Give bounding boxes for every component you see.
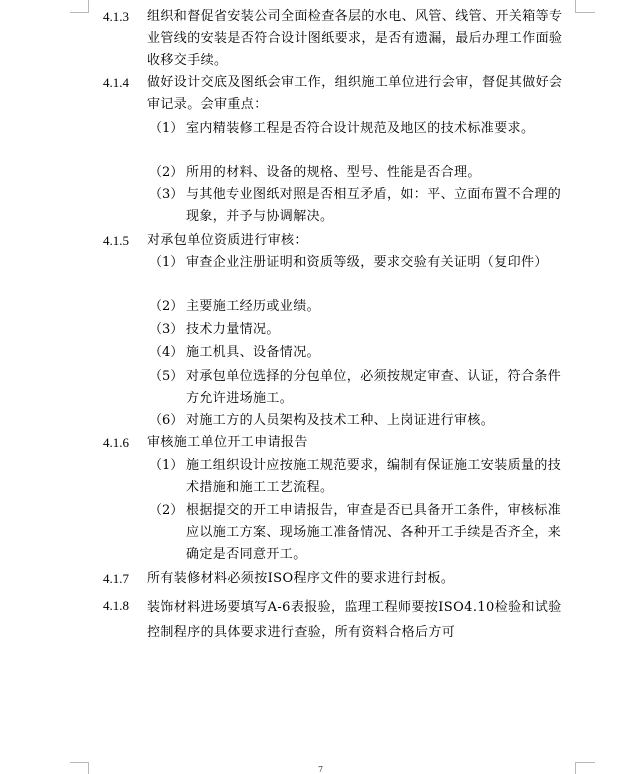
list-marker: （6） xyxy=(149,413,184,428)
list-marker: （2） xyxy=(149,503,184,518)
crop-mark-top-right-h xyxy=(575,12,595,13)
list-item-text: 与其他专业图纸对照是否相互矛盾，如：平、立面布置不合理的现象，并予与协调解决。 xyxy=(186,187,562,224)
list-marker: （2） xyxy=(149,165,184,180)
list-item-text: 室内精装修工程是否符合设计规范及地区的技术标准要求。 xyxy=(186,121,535,136)
section-text: 所有装修材料必须按ISO程序文件的要求进行封板。 xyxy=(147,571,455,586)
list-marker: （1） xyxy=(149,255,184,270)
section-number: 4.1.7 xyxy=(103,571,129,586)
section-number: 4.1.5 xyxy=(103,233,129,248)
list-marker: （1） xyxy=(149,121,184,136)
crop-mark-top-left-h xyxy=(70,12,89,13)
section-text: 做好设计交底及图纸会审工作，组织施工单位进行会审，督促其做好会审记录。会审重点： xyxy=(147,75,563,112)
section-number: 4.1.4 xyxy=(103,75,129,90)
list-marker: （2） xyxy=(149,299,184,314)
section-number: 4.1.3 xyxy=(103,9,129,24)
list-item-text: 对施工方的人员架构及技术工种、上岗证进行审核。 xyxy=(186,413,495,428)
list-item-text: 主要施工经历或业绩。 xyxy=(186,299,321,314)
list-item-text: 审查企业注册证明和资质等级，要求交验有关证明（复印件） xyxy=(186,255,548,270)
section-number: 4.1.8 xyxy=(103,598,129,613)
list-item-text: 施工机具、设备情况。 xyxy=(186,345,321,360)
section-text: 对承包单位资质进行审核： xyxy=(147,233,308,248)
section-text: 装饰材料进场要填写A-6表报验，监理工程师要按ISO4.10检验和试验控制程序的具体要求进行查验，所有资料合格后方可 xyxy=(147,600,562,640)
section-text: 组织和督促省安装公司全面检查各层的水电、风管、线管、开关箱等专业管线的安装是否符合设计图纸要求，是否有遗漏，最后办理工作面验收移交手续。 xyxy=(147,9,563,68)
list-item-text: 技术力量情况。 xyxy=(186,322,280,337)
list-item-text: 对承包单位选择的分包单位，必须按规定审查、认证，符合条件方允许进场施工。 xyxy=(186,369,562,406)
crop-mark-bottom-left xyxy=(88,762,89,774)
crop-mark-top-right xyxy=(575,0,576,12)
list-marker: （1） xyxy=(149,458,184,473)
crop-mark-bottom-right xyxy=(575,762,576,774)
crop-mark-bottom-right-h xyxy=(575,762,595,763)
list-marker: （4） xyxy=(149,345,184,360)
list-item-text: 施工组织设计应按施工规范要求，编制有保证施工安装质量的技术措施和施工工艺流程。 xyxy=(186,458,562,495)
list-marker: （5） xyxy=(149,369,184,384)
page-number: 7 xyxy=(318,765,324,774)
list-marker: （3） xyxy=(149,322,184,337)
crop-mark-bottom-left-h xyxy=(70,762,89,763)
list-item-text: 所用的材料、设备的规格、型号、性能是否合理。 xyxy=(186,165,481,180)
list-marker: （3） xyxy=(149,187,184,202)
section-number: 4.1.6 xyxy=(103,435,129,450)
crop-mark-top-left xyxy=(88,0,89,12)
list-item-text: 根据提交的开工申请报告，审查是否已具备开工条件，审核标准应以施工方案、现场施工准备情况、各种开工手续是否齐全，来确定是否同意开工。 xyxy=(186,503,562,562)
section-text: 审核施工单位开工申请报告 xyxy=(147,435,308,450)
